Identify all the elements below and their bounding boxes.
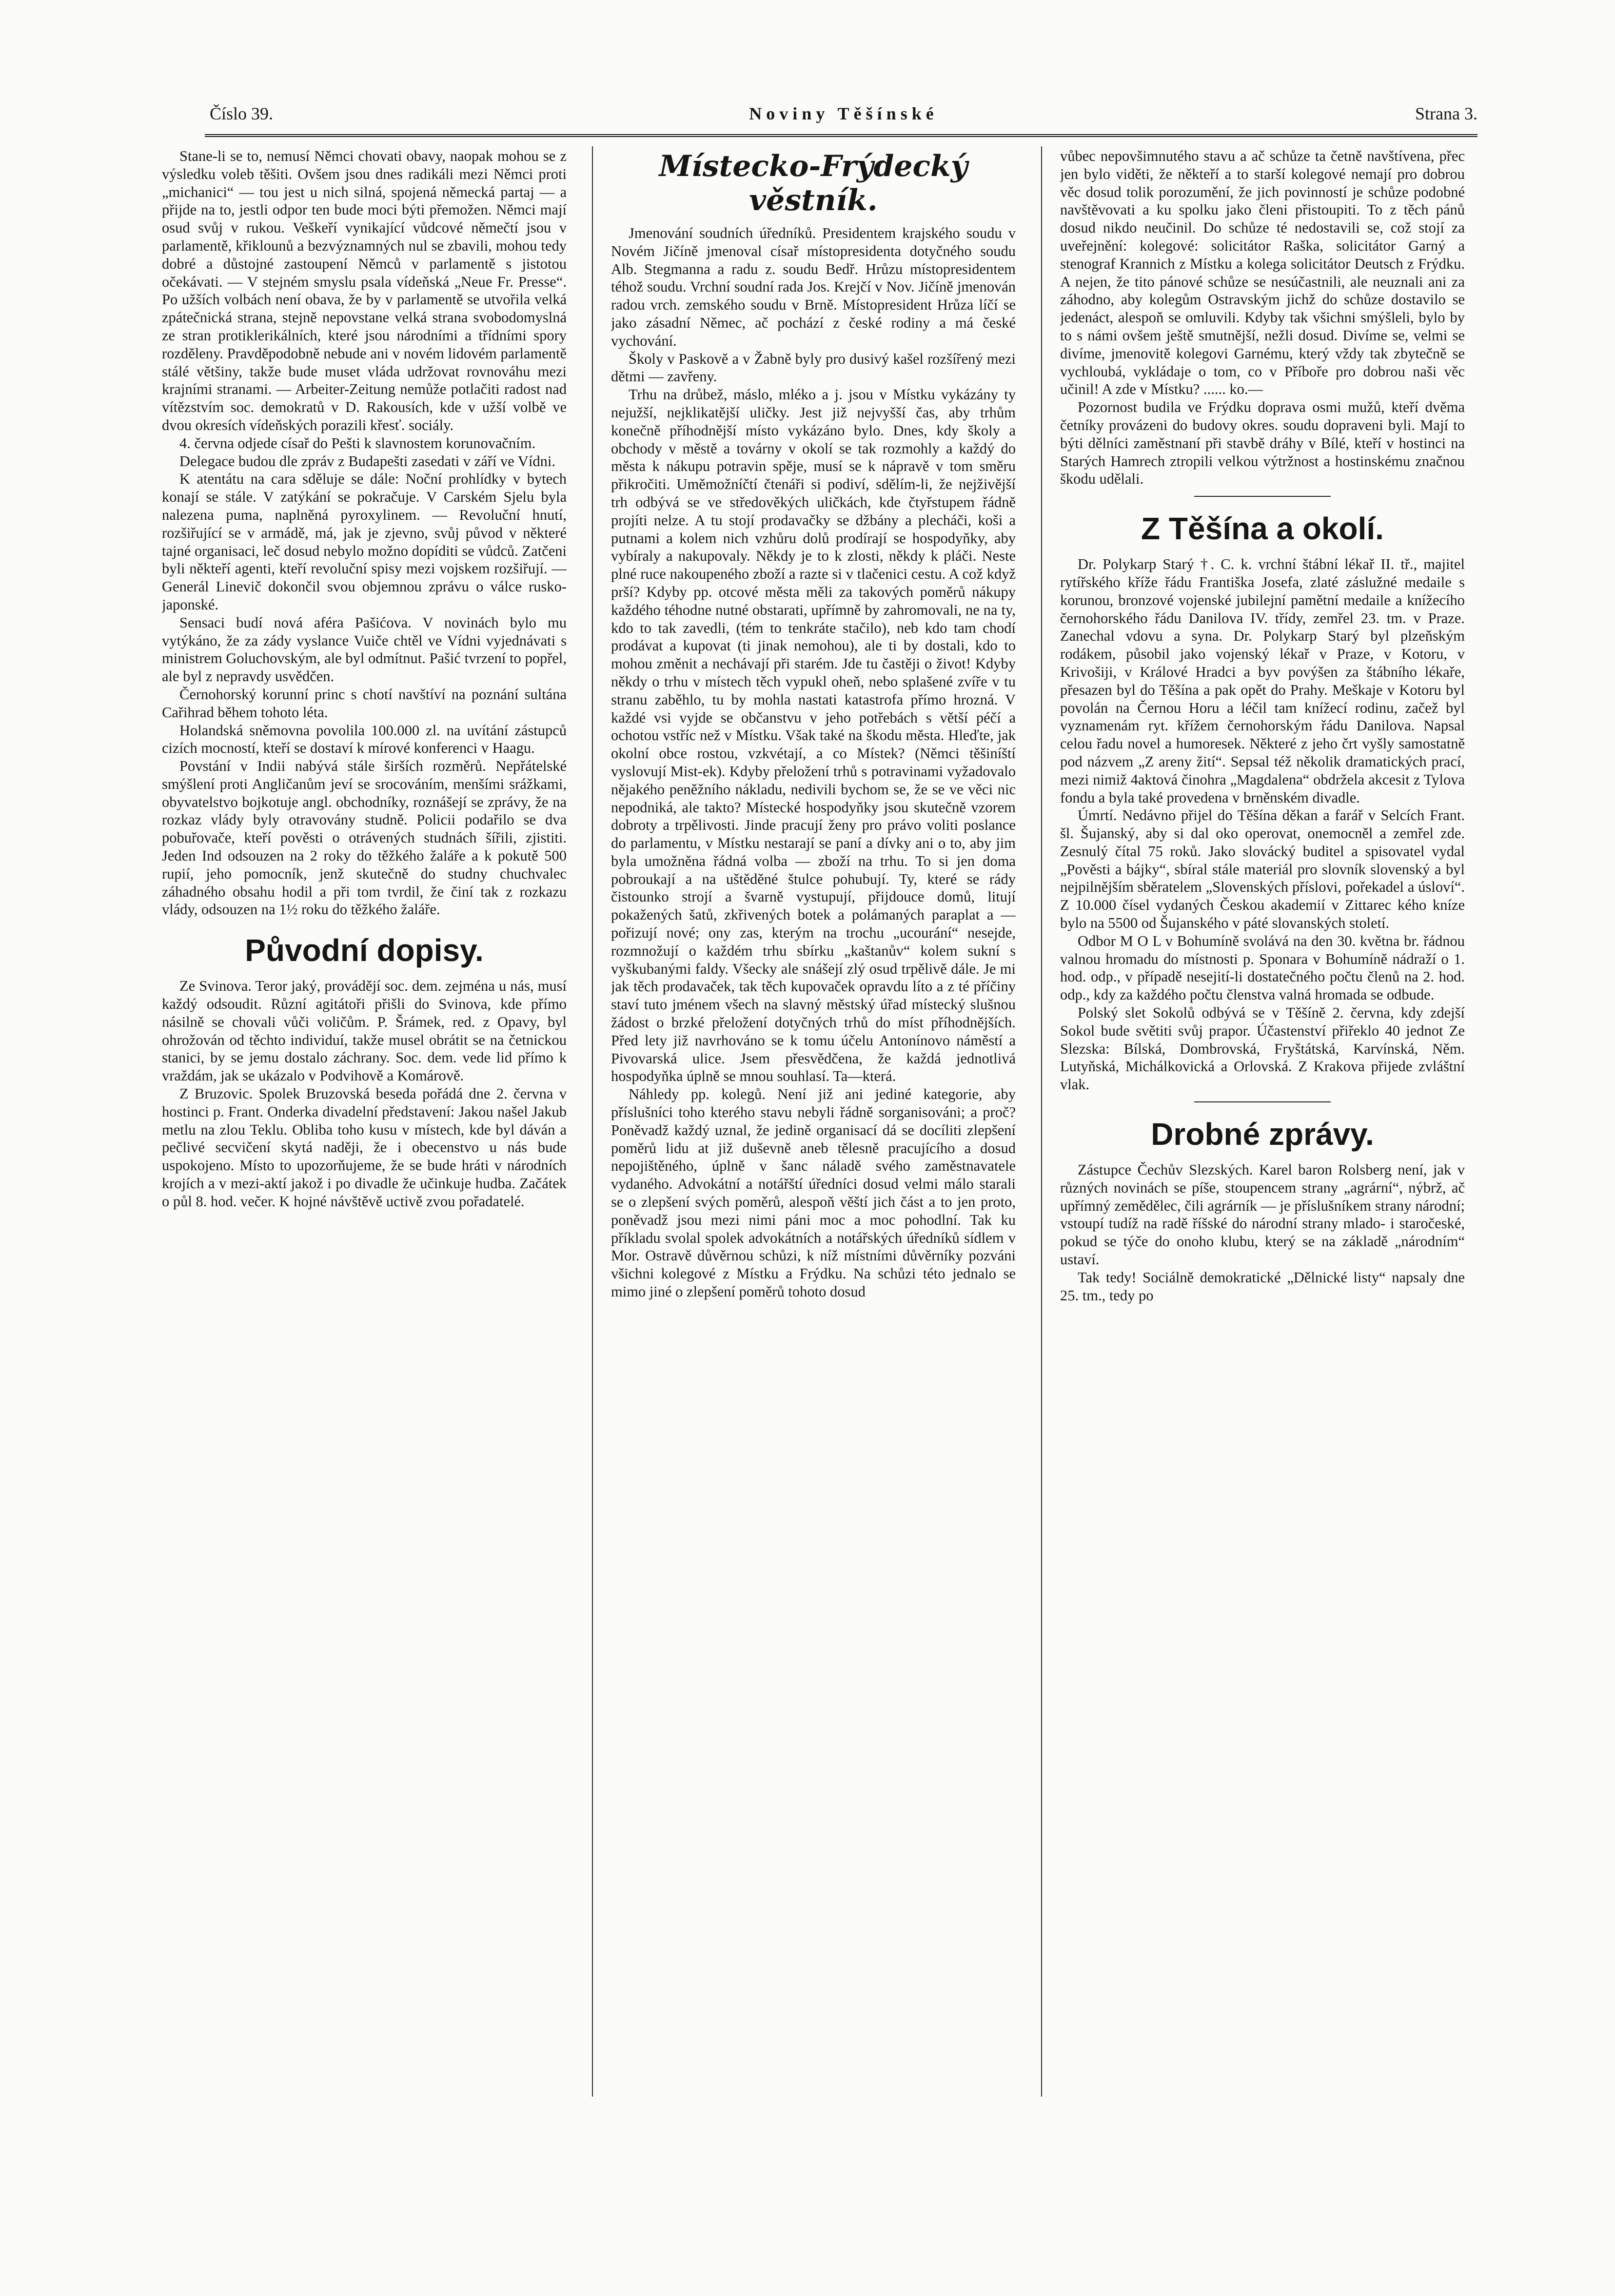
header-rule [205, 134, 1477, 137]
article-paragraph: K atentátu na cara sděluje se dále: Noční prohlídky v bytech konají se stále. V zatýkání se pokračuje. V Carském Sjelu byla nalezena puma, naplněná pyroxylinem. — Revoluční hnutí, rozšiřující se v armádě, má, jak je zjevno, svůj původ v některé tajné organisaci, leč dosud nebylo možno dopíditi se vůdců. Zatčeni byli někteří agenti, kteří revoluční spisy mezi vojskem rozšiřují. — Generál Linevič dokončil svou objemnou zprávu o válce rusko-japonské. [162, 471, 567, 613]
article-paragraph: Jmenování soudních úředníků. Presidentem krajského soudu v Novém Jičíně jmenoval císař místopresidenta dotyčného soudu Alb. Stegmanna a radu z. soudu Bedř. Hrůzu místopresidentem téhož soudu. Vrchní soudní rada Jos. Krejčí v Nov. Jičíně jmenován radou vrch. zemského soudu v Brně. Místopresident Hrůza líčí se jako zásadní Němec, ač pochází z české rodiny a má české vychování. [611, 225, 1016, 349]
section-heading: Drobné zprávy. [1151, 1117, 1374, 1152]
column-1 [162, 147, 567, 2098]
article-paragraph: 4. června odjede císař do Pešti k slavnostem korunovačním. [179, 434, 536, 451]
section-rule [1194, 1101, 1331, 1102]
column-2 [611, 147, 1016, 2098]
article-paragraph: Úmrtí. Nedávno přijel do Těšína děkan a farář v Selcích Frant. šl. Šujanský, aby si dal oko operovat, onemocněl a zemřel zde. Zesnulý čítal 75 roků. Jako slovácký buditel a spisovatel vydal „Pověsti a bájky“, sbíral stále materiál pro slovník slovenský a byl nejpilnějším sběratelem „Slovenských příslovi, pořekadel a úsloví“. Z 10.000 čísel vydaných Českou akademií v Zittarec kého kníze bylo na 5500 od Šujanského v páté slovanských století. [1060, 807, 1465, 932]
article-paragraph: vůbec nepovšimnutého stavu a ač schůze ta četně navštívena, přec jen bylo viděti, že někteří a to starší kolegové nemají pro dobrou věc dosud tolik porozumění, že jich povinností je schůze podobné navštěvovati a ku spolku jako členi přistoupiti. To z těch pánů dosud nikdo neučinil. Do schůze té nedostavili se, což stojí za uveřejnění: kolegové: solicitátor Raška, solicitátor Garný a stenograf Krannich z Místku a kolega solicitátor Deutsch z Frýdku. A nejen, že tito pánové schůze se nesúčastnili, ale neuznali ani za záhodno, aby kolegům Ostravským jichž do schůze dostavilo se jedenáct, alespoň se omluvili. Kdyby tak všichni smýšleli, bylo by to s námi ovšem ještě smutnější, nežli dosud. Divíme se, velmi se divíme, jmenovitě kolegovi Garnému, který vždy tak zbytečně se vychloubá, vykládaje o tom, co v Příboře pro dobrou naši věc učinil! A zde v Místku? ...... ko.— [1060, 148, 1465, 398]
issue-number: Číslo 39. [210, 104, 274, 123]
article-paragraph: Holandská sněmovna povolila 100.000 zl. na uvítání zástupců cizích mocností, kteří se dostaví k mírové konferenci v Haagu. [162, 722, 567, 757]
article-paragraph: Náhledy pp. kolegů. Není již ani jediné kategorie, aby příslušníci toho kterého stavu nebyli řádně sorganisováni; a proč? Poněvadž každý uznal, že jedině organisací dá se docíliti zlepšení poměrů lidu at již duševně aneb tělesně pracujícího a dosud nepojištěného, úplně v šanc náladě svého zaměstnavatele vydaného. Advokátní a notářští úředníci dosud velmi málo starali se o zlepšení svých poměrů, alespoň věští jich část a to jen proto, poněvadž jsou mezi nimi páni moc a moc pohodlní. Tak ku příkladu svolal spolek advokátních a notářských úředníků sídlem v Mor. Ostravě důvěrnou schůzi, k níž místními důvěrníky pozváni všichni kolegové z Místku a Frýdku. Na schůzi této jednalo se mimo jiné o zlepšení poměrů tohoto dosud [611, 1086, 1016, 1300]
article-paragraph: Černohorský korunní princ s chotí navštíví na poznání sultána Cařihrad během tohoto léta. [162, 686, 567, 721]
article-paragraph: Odbor M O L v Bohumíně svolává na den 30. května br. řádnou valnou hromadu do místnosti p. Sponara v Bohumíně nádraží o 1. hod. odp., v případě nesejití-li dostatečného počtu členů na 2. hod. odp., kdy za každého počtu členstva valná hromada se odbude. [1060, 932, 1465, 1003]
section-heading: Původní dopisy. [245, 933, 484, 968]
article-paragraph: Polský slet Sokolů odbývá se v Těšíně 2. června, kdy zdejší Sokol bude světiti svůj prapor. Účastenství přiřeklo 40 jednot Ze Slezska: Bílská, Dombrovská, Fryštátská, Karvínská, Něm. Lutyňská, Michálkovická a Orlovská. Z Krakova přijede zvláštní vlak. [1060, 1004, 1465, 1093]
article-paragraph: Stane-li se to, nemusí Němci chovati obavy, naopak mohou se z výsledku voleb těšiti. Ovšem jsou dnes radikáli mezi Němci proti „michanici“ — tou jest u nich silná, spojená německá partaj — a přijde na to, jestli odpor ten bude moci býti přemožen. Němci mají osud svůj v rukou. Veškeří vynikající vůdcové němečtí jsou v parlamentě, křiklounů a bezvýznamných nul se zbavili, mohou tedy dobré a důstojné zastoupení Němců v parlamentě s jistotou očekávati. — V stejném smyslu psala vídeňská „Neue Fr. Presse“. Po užších volbách není obava, že by v parlamentě se utvořila velká zpátečnická strana, stejně nepovstane velká strana svobodomyslná ze stran protiklerikálních, které jsou národními a třídními spory rozděleny. Pravděpodobně nebude ani v novém lidovém parlamentě stálé většiny, takže bude muset vláda udržovat rovnováhu mezi krajními stranami. — Arbeiter-Zeitung nemůže potlačiti radost nad vítězstvím soc. demokratů v D. Rakousích, kde v užší volbě ve dvou okresích vídeňských porazili křesť. sociály. [162, 148, 567, 433]
article-paragraph: Ze Svinova. Teror jaký, provádějí soc. dem. zejména u nás, musí každý odsoudit. Různí agitátoři přišli do Svinova, kde přímo násilně se chovali vůči voličům. P. Šrámek, red. z Opavy, byl ohrožován od těchto individuí, takže musel obrátit se na četnickou stanici, by se jemu dostalo záchrany. Soc. dem. vede lid přímo k vraždám, jak se ukázalo v Podvihově a Komárově. [162, 978, 567, 1084]
newspaper-title: Noviny Těšínské [749, 104, 938, 123]
article-paragraph: Pozornost budila ve Frýdku doprava osmi mužů, kteří dvěma četníky provázeni do budovy okres. soudu dopraveni byli. Mají to býti dělníci zaměstnaní při stavbě dráhy v Bílé, kteří v hostinci na Starých Hamrech ztropili velkou výtržnost a hostinskému značnou škodu udělali. [1060, 399, 1465, 488]
section-rule [1194, 496, 1331, 497]
section-heading: Z Těšína a okolí. [1141, 511, 1384, 547]
article-paragraph: Delegace budou dle zpráv z Budapešti zasedati v září ve Vídni. [179, 452, 555, 470]
column-divider-2 [1041, 146, 1042, 2097]
column-divider-1 [592, 146, 593, 2097]
article-paragraph: Zástupce Čechův Slezských. Karel baron Rolsberg není, jak v různých novinách se píše, stoupencem strany „agrární“, nýbrž, ač upřímný zemědělec, čili agrárník — je příslušníkem strany národní; vstoupí tudíž na radě říšské do národní strany mlado- i staročeské, pokud se týče do onoho klubu, který se na základě „národním“ ustaví. [1060, 1161, 1465, 1268]
article-paragraph: Povstání v Indii nabývá stále širších rozměrů. Nepřátelské smýšlení proti Angličanům jeví se srocováním, menšími srážkami, obyvatelstvo bojkotuje angl. obchodníky, roznášejí se zprávy, že na rozkaz vlády byly otravovány studně. Policii podařilo se dva pobuřovače, kteří pověsti o otrávených studnách šířili, zjistiti. Jeden Ind odsouzen na 2 roky do těžkého žaláře a k pokutě 500 rupií, jeho pomocník, jenž skutečně do studny chuchvalec záhadného obsahu hodil a při tom tvrdil, že činí tak z rozkazu vlády, odsouzen na 1½ roku do těžkého žaláře. [162, 758, 567, 918]
running-header [210, 103, 1477, 131]
article-paragraph: Školy v Paskově a v Žabně byly pro dusivý kašel rozšířený mezi dětmi — zavřeny. [611, 350, 1016, 385]
article-paragraph: Tak tedy! Sociálně demokratické „Dělnické listy“ napsaly dne 25. tm., tedy po [1060, 1269, 1465, 1304]
section-heading: Místecko-Frýdecký věstník. [659, 149, 968, 217]
column-3 [1060, 147, 1465, 2098]
article-paragraph: Dr. Polykarp Starý †. C. k. vrchní štábní lékař II. tř., majitel rytířského kříže řádu Františka Josefa, zlaté záslužné medaile s korunou, bronzové vojenské jubilejní pamětní medaile a knížecího černohorského řádu Danilova IV. třídy, zemřel 23. tm. v Praze. Zanechal vdovu a syna. Dr. Polykarp Starý byl plzeňským rodákem, působil jako vojenský lékař v Praze, v Kotoru, v Krivošiji, v Králové Hradci a byv povýšen za štábního lékaře, přesazen byl do Těšína a pak opět do Prahy. Meškaje v Kotoru byl povolán na Černou Horu a léčil tam knížecí rodinu, začež byl vyznamenám ryt. křížem černohorským řádu Danilova. Napsal celou řadu novel a humoresek. Některé z jeho črt vyšly samostatně pod názvem „Z areny žití“. Sepsal též několik dramatických prací, mezi nimiž 4aktová činohra „Magdalena“ obdržela akcesit z Tylova fondu a byla také provedena v brněnském divadle. [1060, 556, 1465, 806]
article-paragraph: Sensaci budí nová aféra Pašićova. V novinách bylo mu vytýkáno, že za zády vyslance Vuiče chtěl ve Vídni vyjednávati s ministrem Goluchovským, ale byl odmítnut. Pašić tvrzení to popřel, ale byl z nepravdy usvědčen. [162, 614, 567, 685]
article-paragraph: Trhu na drůbež, máslo, mléko a j. jsou v Místku vykázány ty nejužší, nejklikatější uličky. Jest již nejvyšší čas, aby trhům konečně příhodnější místo vykázáno bylo. Dnes, kdy školy a obchody v městě a továrny v okolí se tak rozmohly a každý do města k nákupu potravin spěje, musí se k nápravě v tom směru přikročiti. Uměmožníčtí čtenáři si podiví, sdělím-li, že nejživější trh odbývá se ve středověkých uličkách, kde čtyřstupem řádně projíti nelze. A tu stojí prodavačky se džbány a plecháči, koši a putnami a kolem nich vzhůru dolů prodírají se hospodyňky, aby vybíraly a nakupovaly. Někdy je to k zlosti, někdy k pláči. Neste plné ruce nakoupeného zboží a razte si v tlačenici cestu. A což když prší? Kdyby pp. otcové města měli za takových poměrů nákupy každého téhodne nutné obstarati, upřímně by zahromovali, ne na ty, kdo to tak zavedli, (tém to tenkráte stačilo), neb kdo tam chodí prodávat a kupovat (ti jinak nemohou), ale ti by dostali, kdo to mohou změnit a nechávají při starém. Jde tu častěji o život! Kdyby někdy o trhu v místech těch vypukl oheň, nebo splašené zvíře v tu stranu zaběhlo, tu by mohla nastati katastrofa přímo hrozná. V každé vsi vyjde se občanstvu v jeho potřebách s větší péčí a ochotou vstříc než v Místku. Však také na škodu města. Hleďte, jak okolní obce rostou, vzkvétají, a co Místek? (Němci těšiníští vyslovují Mist-ek). Kdyby přeložení trhů s potravinami vyžadovalo nějakého peněžního nákladu, nedivili bychom se, že se ve věci nic nepodniká, ale takto? Místecké hospodyňky jsou skutečně vzorem dobroty a trpělivosti. Jinde pracují ženy pro právo voliti poslance do parlamentu, v Místku nestarají se paní a dívky ani o to, aby jim byla umožněna řádná volba — zboží na trhu. To si jen doma pobroukají a na uštěděné štulce pohubují. Ty, které se rády čistounko strojí a švarně vystupují, přijdouce domů, litují pokažených šatů, zkřivených botek a polámaných paraplat a — pořizují nové; ony zas, kterým na trochu „ucourání“ nesejde, rozmnožují o každém trhu sbírku „kaštanův“ kolem sukní s vyškubanými faldy. Všecky ale snášejí zlý osud trpělivě dále. Je mi jak těch prodavaček, tak těch kupovaček opravdu líto a z té příčiny staví tuto jménem všech na slavný městský úřad místecký slušnou žádost o brzké přeložení dotyčných trhů do míst příhodnějších. Před lety již navrhováno se k tomu účelu Antonínovo náměstí a Pivovarská ulice. Jsem přesvědčena, že každá jednotlivá hospodyňka úplně se mnou souhlasí. Ta—která. [611, 386, 1016, 1085]
page-number: Strana 3. [1415, 104, 1477, 123]
article-paragraph: Z Bruzovic. Spolek Bruzovská beseda pořádá dne 2. června v hostinci p. Frant. Onderka divadelní představení: Jakou našel Jakub metlu na zlou Teklu. Obliba toho kusu v místech, kde byl dáván a pečlivé secvičení skytá naději, že i obecenstvo u nás bude uspokojeno. Místo to upozorňujeme, že se bude hráti v národních krojích a v mezi-aktí jakož i po divadle že učinkuje hudba. Začátek o půl 8. hod. večer. K hojné návštěvě uctivě zvou pořadatelé. [162, 1085, 567, 1210]
